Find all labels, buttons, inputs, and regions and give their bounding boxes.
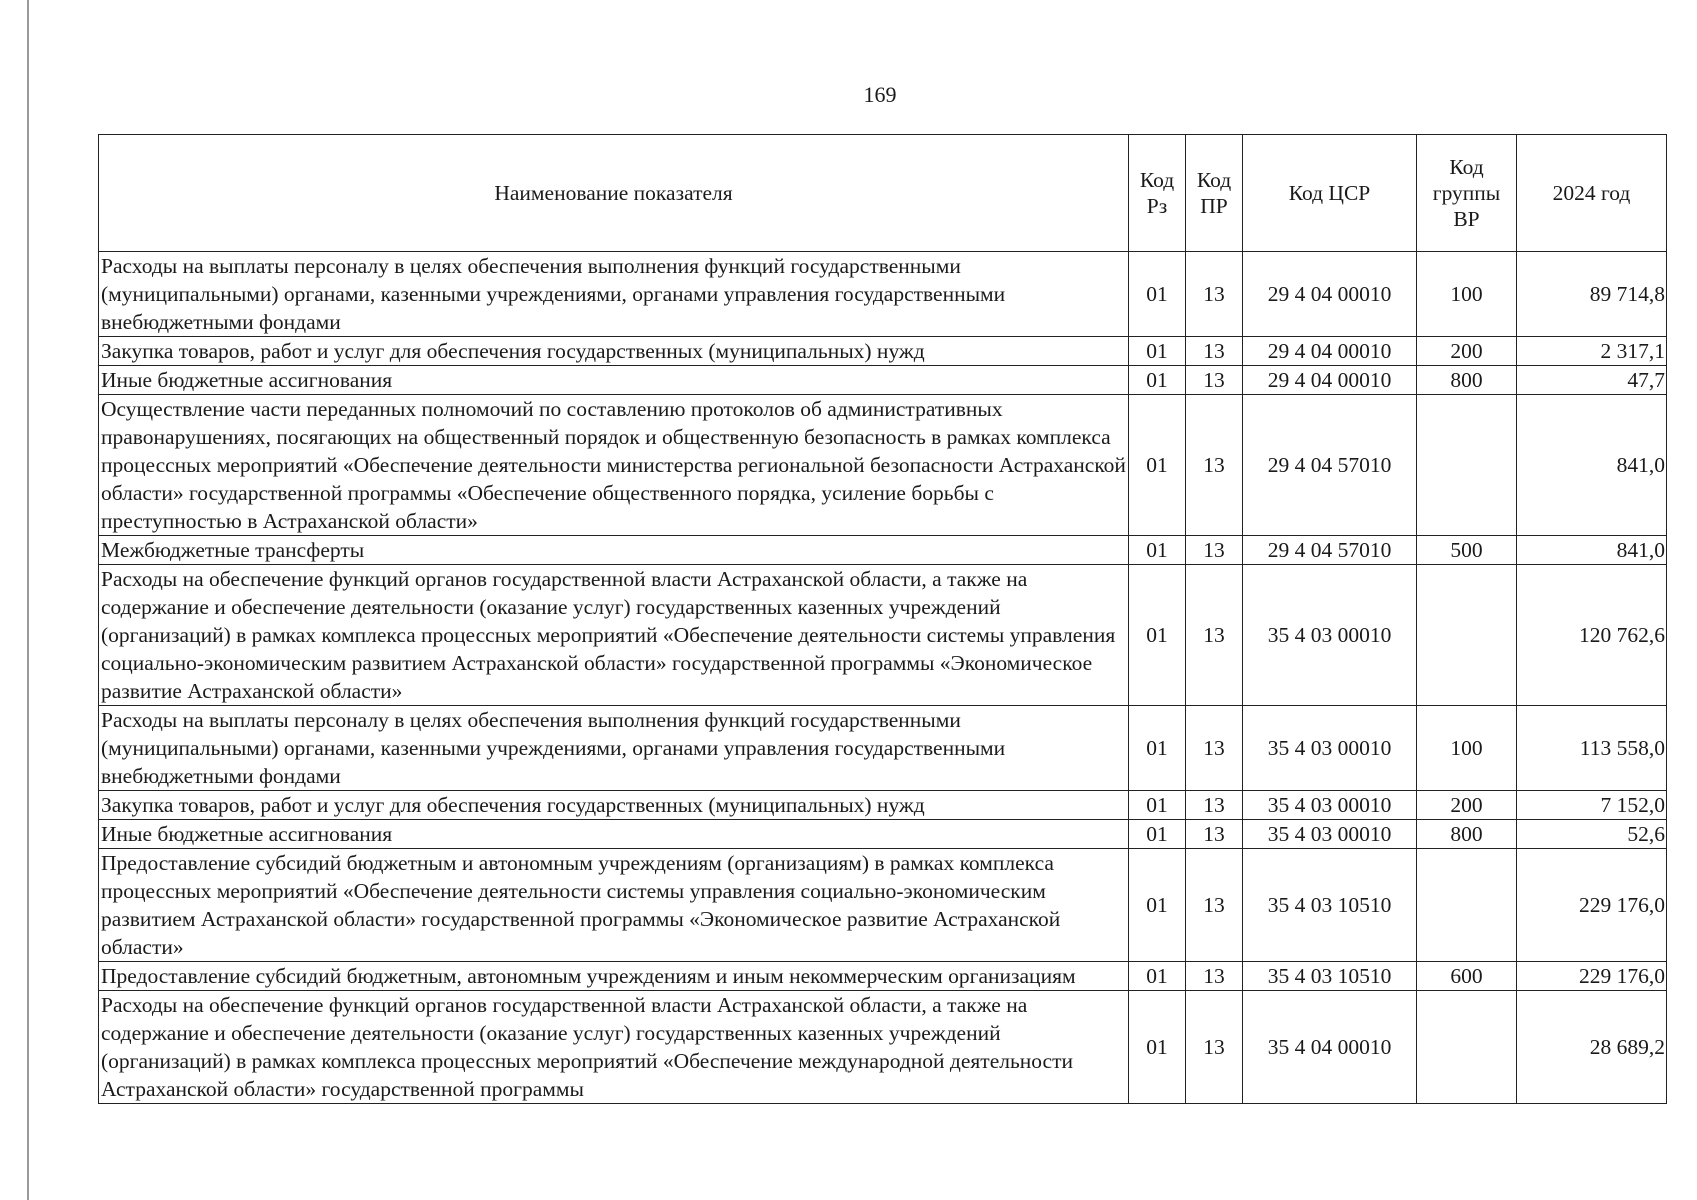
- table-row: [99, 366, 1667, 395]
- row-amount: 229 176,0: [1517, 962, 1667, 991]
- row-vr: 100: [1417, 252, 1517, 337]
- row-name: Расходы на обеспечение функций органов государственной власти Астраханской области, а также на содержание и обеспечение деятельности (оказание услуг) государственных казенных учреждений (организаций) в рамках комплекса процессных мероприятий «Обеспечение деятельности системы управления социально-экономическим развитием Астраханской области» государственной программы «Экономическое развитие Астраханской области»: [99, 565, 1129, 706]
- row-vr: [1417, 849, 1517, 962]
- row-rz: 01: [1129, 252, 1186, 337]
- table-row: [99, 252, 1667, 337]
- row-rz: 01: [1129, 536, 1186, 565]
- row-rz: 01: [1129, 820, 1186, 849]
- table-row: [99, 849, 1667, 962]
- row-vr: [1417, 565, 1517, 706]
- row-rz: 01: [1129, 565, 1186, 706]
- row-rz: 01: [1129, 791, 1186, 820]
- row-csr: 35 4 04 00010: [1243, 991, 1417, 1104]
- row-csr: 29 4 04 00010: [1243, 337, 1417, 366]
- table-row: [99, 337, 1667, 366]
- row-csr: 35 4 03 10510: [1243, 962, 1417, 991]
- row-vr: 200: [1417, 337, 1517, 366]
- header-year: 2024 год: [1517, 135, 1667, 252]
- row-name: Межбюджетные трансферты: [99, 536, 1129, 565]
- row-pr: 13: [1186, 820, 1243, 849]
- row-name: Предоставление субсидий бюджетным, автономным учреждениям и иным некоммерческим организациям: [99, 962, 1129, 991]
- row-csr: 35 4 03 00010: [1243, 565, 1417, 706]
- row-amount: 841,0: [1517, 536, 1667, 565]
- row-amount: 7 152,0: [1517, 791, 1667, 820]
- row-rz: 01: [1129, 366, 1186, 395]
- row-vr: 200: [1417, 791, 1517, 820]
- row-vr: [1417, 395, 1517, 536]
- table-row: [99, 706, 1667, 791]
- row-pr: 13: [1186, 791, 1243, 820]
- row-amount: 120 762,6: [1517, 565, 1667, 706]
- row-vr: 500: [1417, 536, 1517, 565]
- row-vr: 600: [1417, 962, 1517, 991]
- row-amount: 28 689,2: [1517, 991, 1667, 1104]
- row-pr: 13: [1186, 991, 1243, 1104]
- row-pr: 13: [1186, 962, 1243, 991]
- row-amount: 229 176,0: [1517, 849, 1667, 962]
- header-vr: Код группы ВР: [1417, 135, 1517, 252]
- row-pr: 13: [1186, 395, 1243, 536]
- row-pr: 13: [1186, 366, 1243, 395]
- row-name: Закупка товаров, работ и услуг для обеспечения государственных (муниципальных) нужд: [99, 337, 1129, 366]
- table-row: [99, 820, 1667, 849]
- row-rz: 01: [1129, 962, 1186, 991]
- row-amount: 2 317,1: [1517, 337, 1667, 366]
- row-amount: 113 558,0: [1517, 706, 1667, 791]
- row-csr: 29 4 04 57010: [1243, 536, 1417, 565]
- row-rz: 01: [1129, 706, 1186, 791]
- row-rz: 01: [1129, 991, 1186, 1104]
- table-row: [99, 791, 1667, 820]
- row-name: Расходы на обеспечение функций органов государственной власти Астраханской области, а также на содержание и обеспечение деятельности (оказание услуг) государственных казенных учреждений (организаций) в рамках комплекса процессных мероприятий «Обеспечение международной деятельности Астраханской области» государственной программы: [99, 991, 1129, 1104]
- budget-table: [98, 134, 1667, 1104]
- row-vr: 100: [1417, 706, 1517, 791]
- row-rz: 01: [1129, 849, 1186, 962]
- row-csr: 35 4 03 00010: [1243, 791, 1417, 820]
- row-name: Закупка товаров, работ и услуг для обеспечения государственных (муниципальных) нужд: [99, 791, 1129, 820]
- row-pr: 13: [1186, 536, 1243, 565]
- row-vr: 800: [1417, 820, 1517, 849]
- header-name: Наименование показателя: [99, 135, 1129, 252]
- row-csr: 35 4 03 00010: [1243, 706, 1417, 791]
- header-rz: Код Рз: [1129, 135, 1186, 252]
- row-name: Иные бюджетные ассигнования: [99, 366, 1129, 395]
- header-pr: Код ПР: [1186, 135, 1243, 252]
- row-name: Иные бюджетные ассигнования: [99, 820, 1129, 849]
- row-amount: 52,6: [1517, 820, 1667, 849]
- row-csr: 29 4 04 57010: [1243, 395, 1417, 536]
- scan-edge-line: [27, 0, 29, 1200]
- row-pr: 13: [1186, 252, 1243, 337]
- row-pr: 13: [1186, 849, 1243, 962]
- row-csr: 29 4 04 00010: [1243, 366, 1417, 395]
- row-vr: [1417, 991, 1517, 1104]
- row-name: Осуществление части переданных полномочий по составлению протоколов об административных правонарушениях, посягающих на общественный порядок и общественную безопасность в рамках комплекса процессных мероприятий «Обеспечение деятельности министерства региональной безопасности Астраханской области» государственной программы «Обеспечение общественного порядка, усиление борьбы с преступностью в Астраханской области»: [99, 395, 1129, 536]
- header-csr: Код ЦСР: [1243, 135, 1417, 252]
- row-amount: 47,7: [1517, 366, 1667, 395]
- table-header-row: [99, 135, 1667, 252]
- table-row: [99, 565, 1667, 706]
- row-amount: 89 714,8: [1517, 252, 1667, 337]
- row-csr: 29 4 04 00010: [1243, 252, 1417, 337]
- row-name: Предоставление субсидий бюджетным и автономным учреждениям (организациям) в рамках комплекса процессных мероприятий «Обеспечение деятельности системы управления социально-экономическим развитием Астраханской области» государственной программы «Экономическое развитие Астраханской области»: [99, 849, 1129, 962]
- table-row: [99, 536, 1667, 565]
- row-pr: 13: [1186, 565, 1243, 706]
- row-name: Расходы на выплаты персоналу в целях обеспечения выполнения функций государственными (муниципальными) органами, казенными учреждениями, органами управления государственными внебюджетными фондами: [99, 706, 1129, 791]
- row-pr: 13: [1186, 706, 1243, 791]
- page-number: 169: [863, 82, 897, 107]
- table-row: [99, 991, 1667, 1104]
- row-vr: 800: [1417, 366, 1517, 395]
- row-name: Расходы на выплаты персоналу в целях обеспечения выполнения функций государственными (муниципальными) органами, казенными учреждениями, органами управления государственными внебюджетными фондами: [99, 252, 1129, 337]
- row-amount: 841,0: [1517, 395, 1667, 536]
- row-pr: 13: [1186, 337, 1243, 366]
- row-rz: 01: [1129, 337, 1186, 366]
- row-csr: 35 4 03 10510: [1243, 849, 1417, 962]
- table-row: [99, 962, 1667, 991]
- row-csr: 35 4 03 00010: [1243, 820, 1417, 849]
- table-row: [99, 395, 1667, 536]
- row-rz: 01: [1129, 395, 1186, 536]
